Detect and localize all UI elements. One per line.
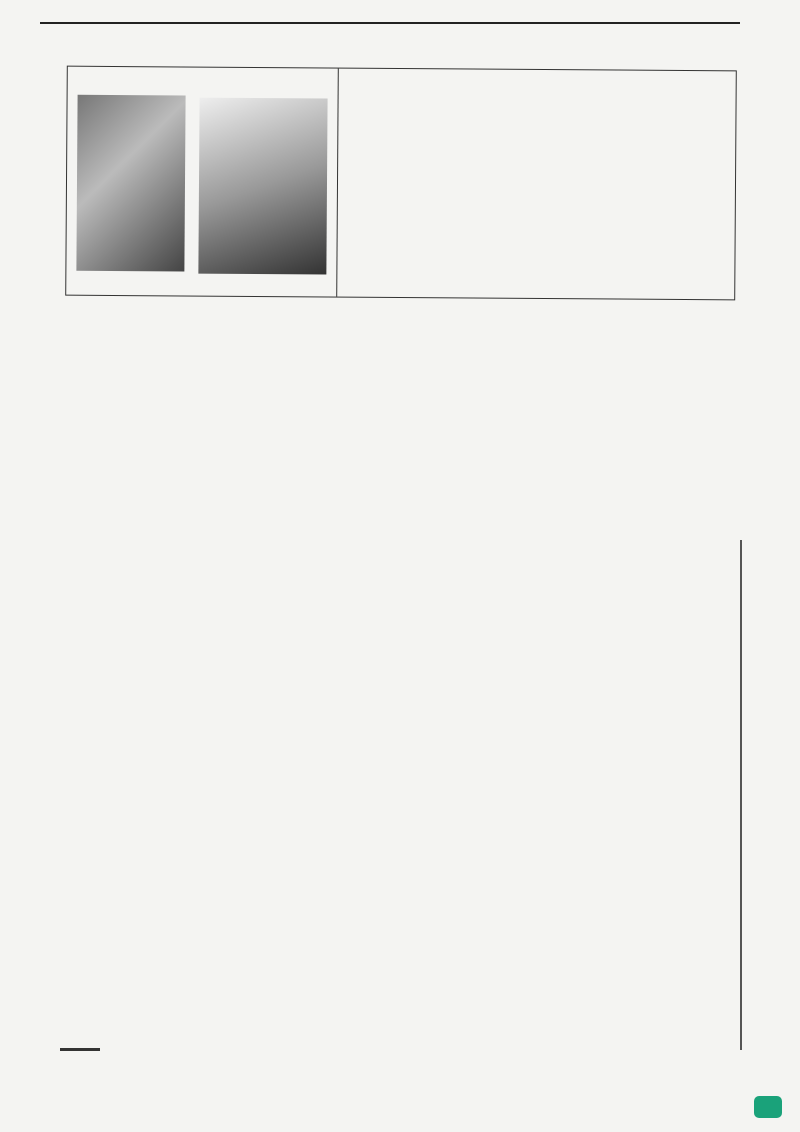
- margin-line: [740, 540, 742, 1050]
- page-header: [40, 0, 740, 24]
- footer-rule: [60, 1048, 100, 1051]
- photo-face: [76, 95, 185, 272]
- chinese-translation: [64, 776, 734, 784]
- info-table: [65, 66, 737, 301]
- scanner-watermark: [754, 1096, 788, 1118]
- image-cell: [66, 67, 339, 297]
- photo-haircut: [198, 98, 327, 275]
- english-essay: [66, 312, 731, 318]
- cs-logo-icon: [754, 1096, 782, 1118]
